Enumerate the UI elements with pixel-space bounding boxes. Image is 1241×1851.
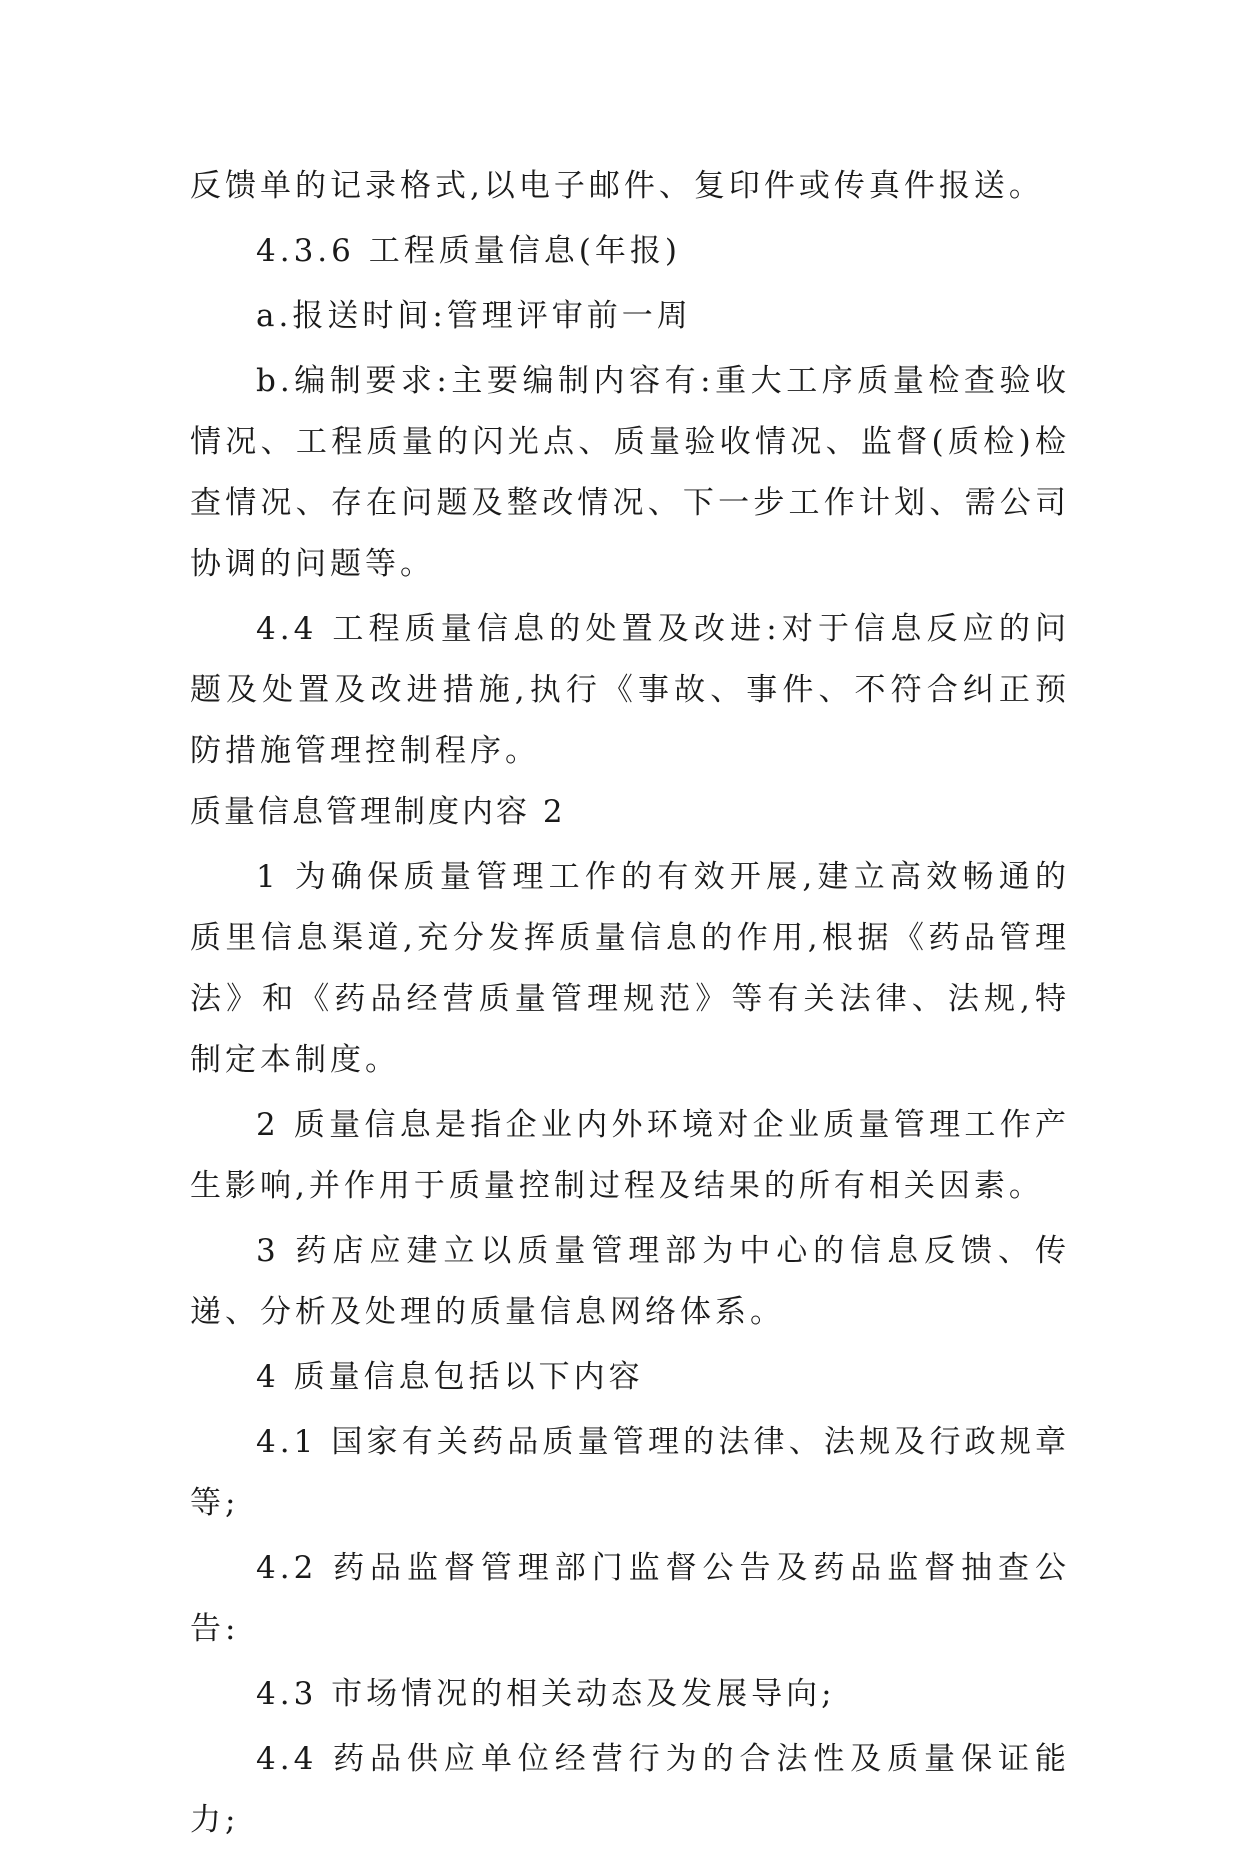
document-body	[190, 156, 1070, 1851]
section-title-quality-info-2: 质量信息管理制度内容 2	[190, 794, 566, 830]
paragraph-item-1: 1 为确保质量管理工作的有效开展,建立高效畅通的质里信息渠道,充分发挥质量信息的作用,根据《药品管理法》和《药品经营质量管理规范》等有关法律、法规,特制定本制度。	[190, 859, 1070, 1078]
paragraph-compilation-requirements: b.编制要求:主要编制内容有:重大工序质量检查验收情况、工程质量的闪光点、质量验收情况、监督(质检)检查情况、存在问题及整改情况、下一步工作计划、需公司协调的问题等。	[190, 363, 1070, 582]
paragraph-feedback-format: 反馈单的记录格式,以电子邮件、复印件或传真件报送。	[190, 168, 1044, 204]
paragraph-item-4-4: 4.4 药品供应单位经营行为的合法性及质量保证能力;	[190, 1741, 1070, 1838]
paragraph-item-4-3: 4.3 市场情况的相关动态及发展导向;	[256, 1676, 836, 1712]
paragraph-item-3: 3 药店应建立以质量管理部为中心的信息反馈、传递、分析及处理的质量信息网络体系。	[190, 1233, 1070, 1330]
paragraph-item-4: 4 质量信息包括以下内容	[256, 1359, 644, 1395]
paragraph-4-3-6-heading: 4.3.6 工程质量信息(年报)	[256, 233, 681, 269]
paragraph-item-4-2: 4.2 药品监督管理部门监督公告及药品监督抽查公告:	[190, 1550, 1070, 1647]
paragraph-submission-time: a.报送时间:管理评审前一周	[256, 298, 692, 334]
paragraph-item-2: 2 质量信息是指企业内外环境对企业质量管理工作产生影响,并作用于质量控制过程及结果的所有相关因素。	[190, 1107, 1070, 1204]
paragraph-4-4-disposal: 4.4 工程质量信息的处置及改进:对于信息反应的问题及处置及改进措施,执行《事故、事件、不符合纠正预防措施管理控制程序。	[190, 611, 1070, 769]
paragraph-item-4-1: 4.1 国家有关药品质量管理的法律、法规及行政规章等;	[190, 1424, 1070, 1521]
